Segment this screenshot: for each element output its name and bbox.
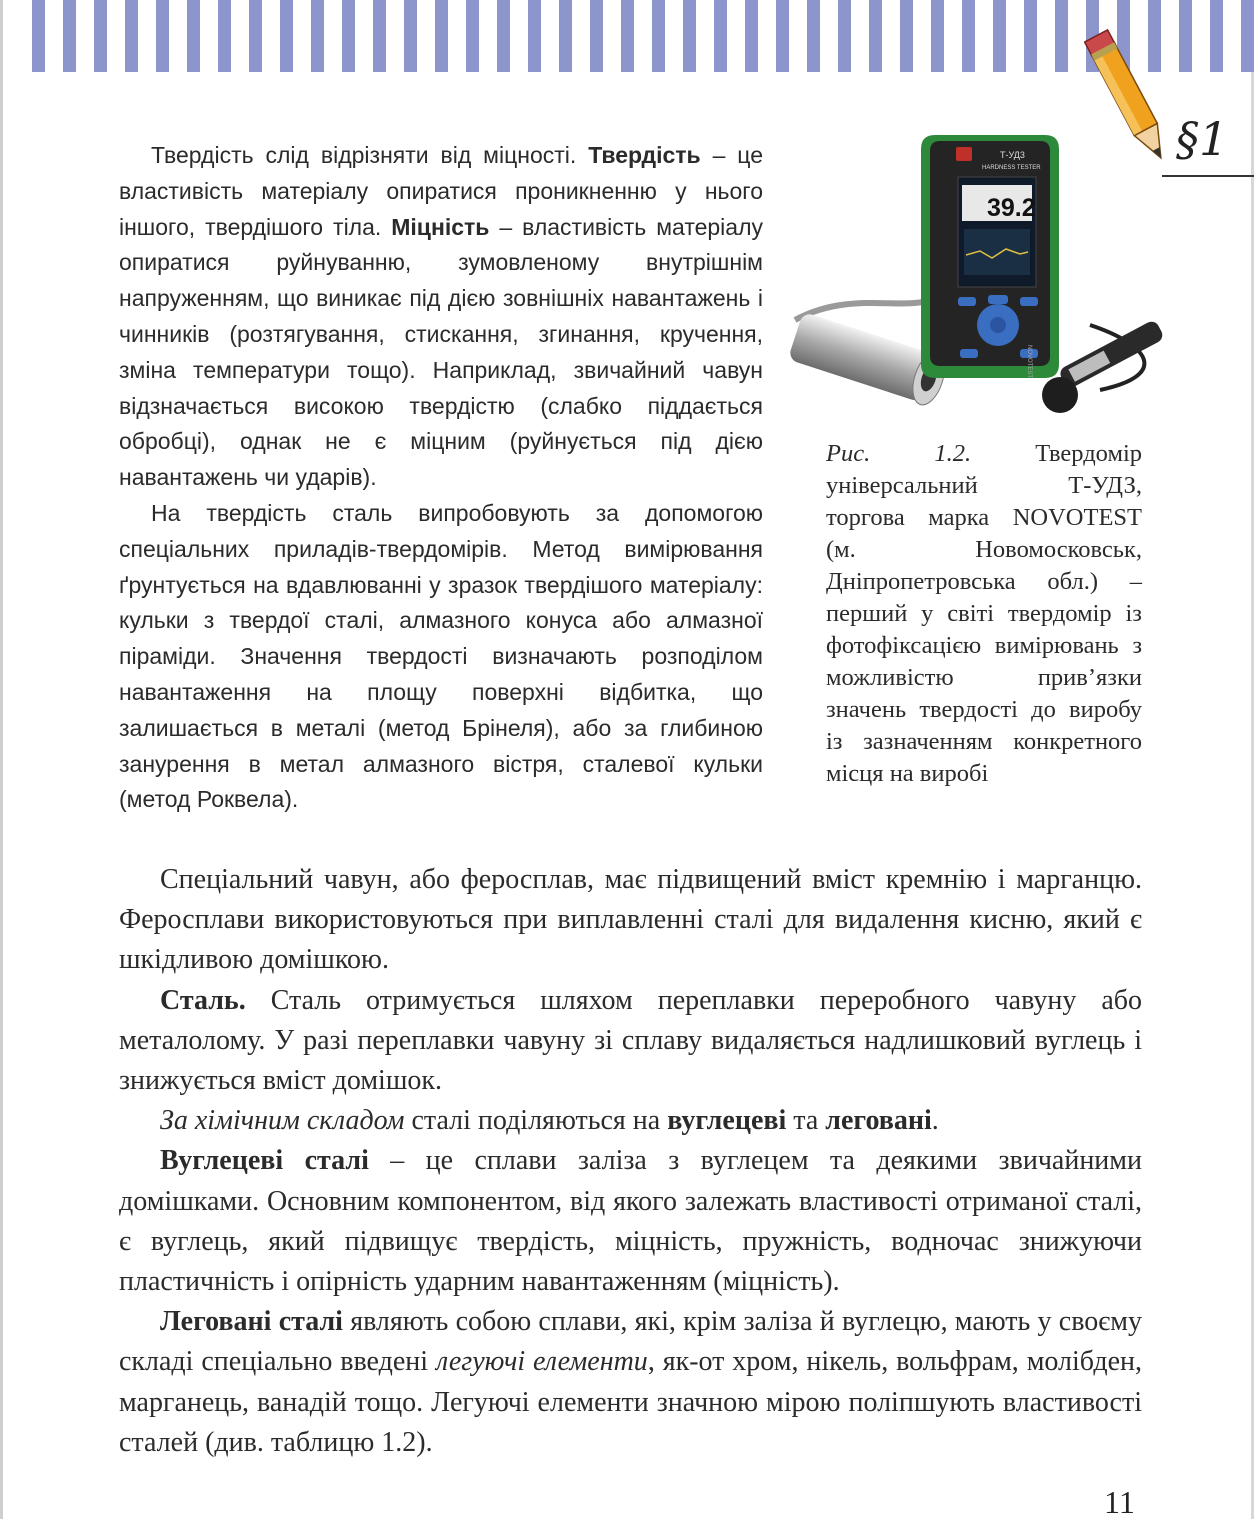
paragraph-ferroalloy: Спеціальний чавун, або феросплав, має підвищений вміст кремнію і марганцю. Феросплави використовуються при виплавленні сталі для видалення кисню, який є шкідливою домішкою.: [119, 864, 1142, 976]
figure-caption-text: Твердомір універсальний Т-УДЗ, торгова марка NOVOTEST (м. Новомосковськ, Дніпропетровська обл.) – перший у світі твердомір із фотофіксацією вимірювань з можливістю прив’язки значень твердості до виробу із зазначенням конкретного місця на виробі: [826, 440, 1142, 787]
paragraph-hardness-definition: Твердість слід відрізняти від міцності. Твердість – це властивість матеріалу опиратися проникненню у нього іншого, твердішого тіла. Міцність – властивість матеріалу опиратися руйнуванню, зумовленому внутрішнім напруженням, що виникає під дією зовнішніх навантажень і чинників (розтягування, стискання, згинання, кручення, зміна температури тощо). Наприклад, звичайний чавун відзначається високою твердістю (слабко піддається обробці), однак не є міцним (руйнується під дією навантажень чи ударів).: [119, 142, 764, 491]
header-stripes: [32, 0, 1254, 72]
section-mark: §1: [1176, 112, 1229, 166]
paragraph-alloy-steels: Леговані сталі являють собою сплави, які, крім заліза й вуглецю, мають у своєму складі спеціально введені легуючі елементи, як-от хром, нікель, вольфрам, молібден, марганець, ванадій тощо. Легуючі елементи значною мірою поліпшують властивості сталей (див. таблицю 1.2).: [119, 1306, 1142, 1458]
paragraph-hardness-testing: На твердість сталь випробовують за допомогою спеціальних приладів-твердомірів. Метод вимірювання ґрунтується на вдавлюванні у зразок твердішого матеріалу: кульки з твердої сталі, алмазного конуса або алмазної піраміди. Значення твердості визначають розподілом навантаження на площу поверхні відбитка, що залишається в металі (метод Брінеля), або за глибиною занурення в метал алмазного вістря, сталевої кульки (метод Роквела).: [119, 499, 763, 813]
figure-caption: [826, 438, 1142, 790]
term-strength: Міцність: [391, 213, 490, 240]
hardness-text-column: [119, 138, 763, 818]
screen-reading: 39.2: [987, 194, 1036, 222]
device-side-label: NOVOTEST: [1026, 345, 1032, 379]
page-number: 11: [1104, 1484, 1135, 1520]
paragraph-classification: За хімічним складом сталі поділяються на вуглецеві та леговані.: [160, 1105, 939, 1137]
term-hardness: Твердість: [588, 142, 701, 168]
hardness-tester-image: [770, 125, 1190, 430]
probe-right: [1058, 319, 1165, 390]
paragraph-carbon-steels: Вуглецеві сталі – це сплави заліза з вуглецем та деякими звичайними домішками. Основним компонентом, від якого залежать властивості отриманої сталі, є вуглець, який підвищує твердість, міцність, пружність, водночас знижуючи пластичність і опірність ударним навантаженням (міцність).: [119, 1145, 1142, 1298]
steel-text-body: [119, 860, 1142, 1463]
device-subtitle-label: HARDNESS TESTER: [982, 165, 1041, 171]
paragraph-steel: Сталь. Сталь отримується шляхом переплавки переробного чавуну або металолому. У разі переплавки чавуну зі сплаву видаляється надлишковий вуглець і знижується вміст домішок.: [119, 984, 1142, 1097]
device-brand-label: Т-УД3: [1000, 150, 1025, 160]
figure-caption-label: Рис. 1.2.: [826, 440, 972, 467]
